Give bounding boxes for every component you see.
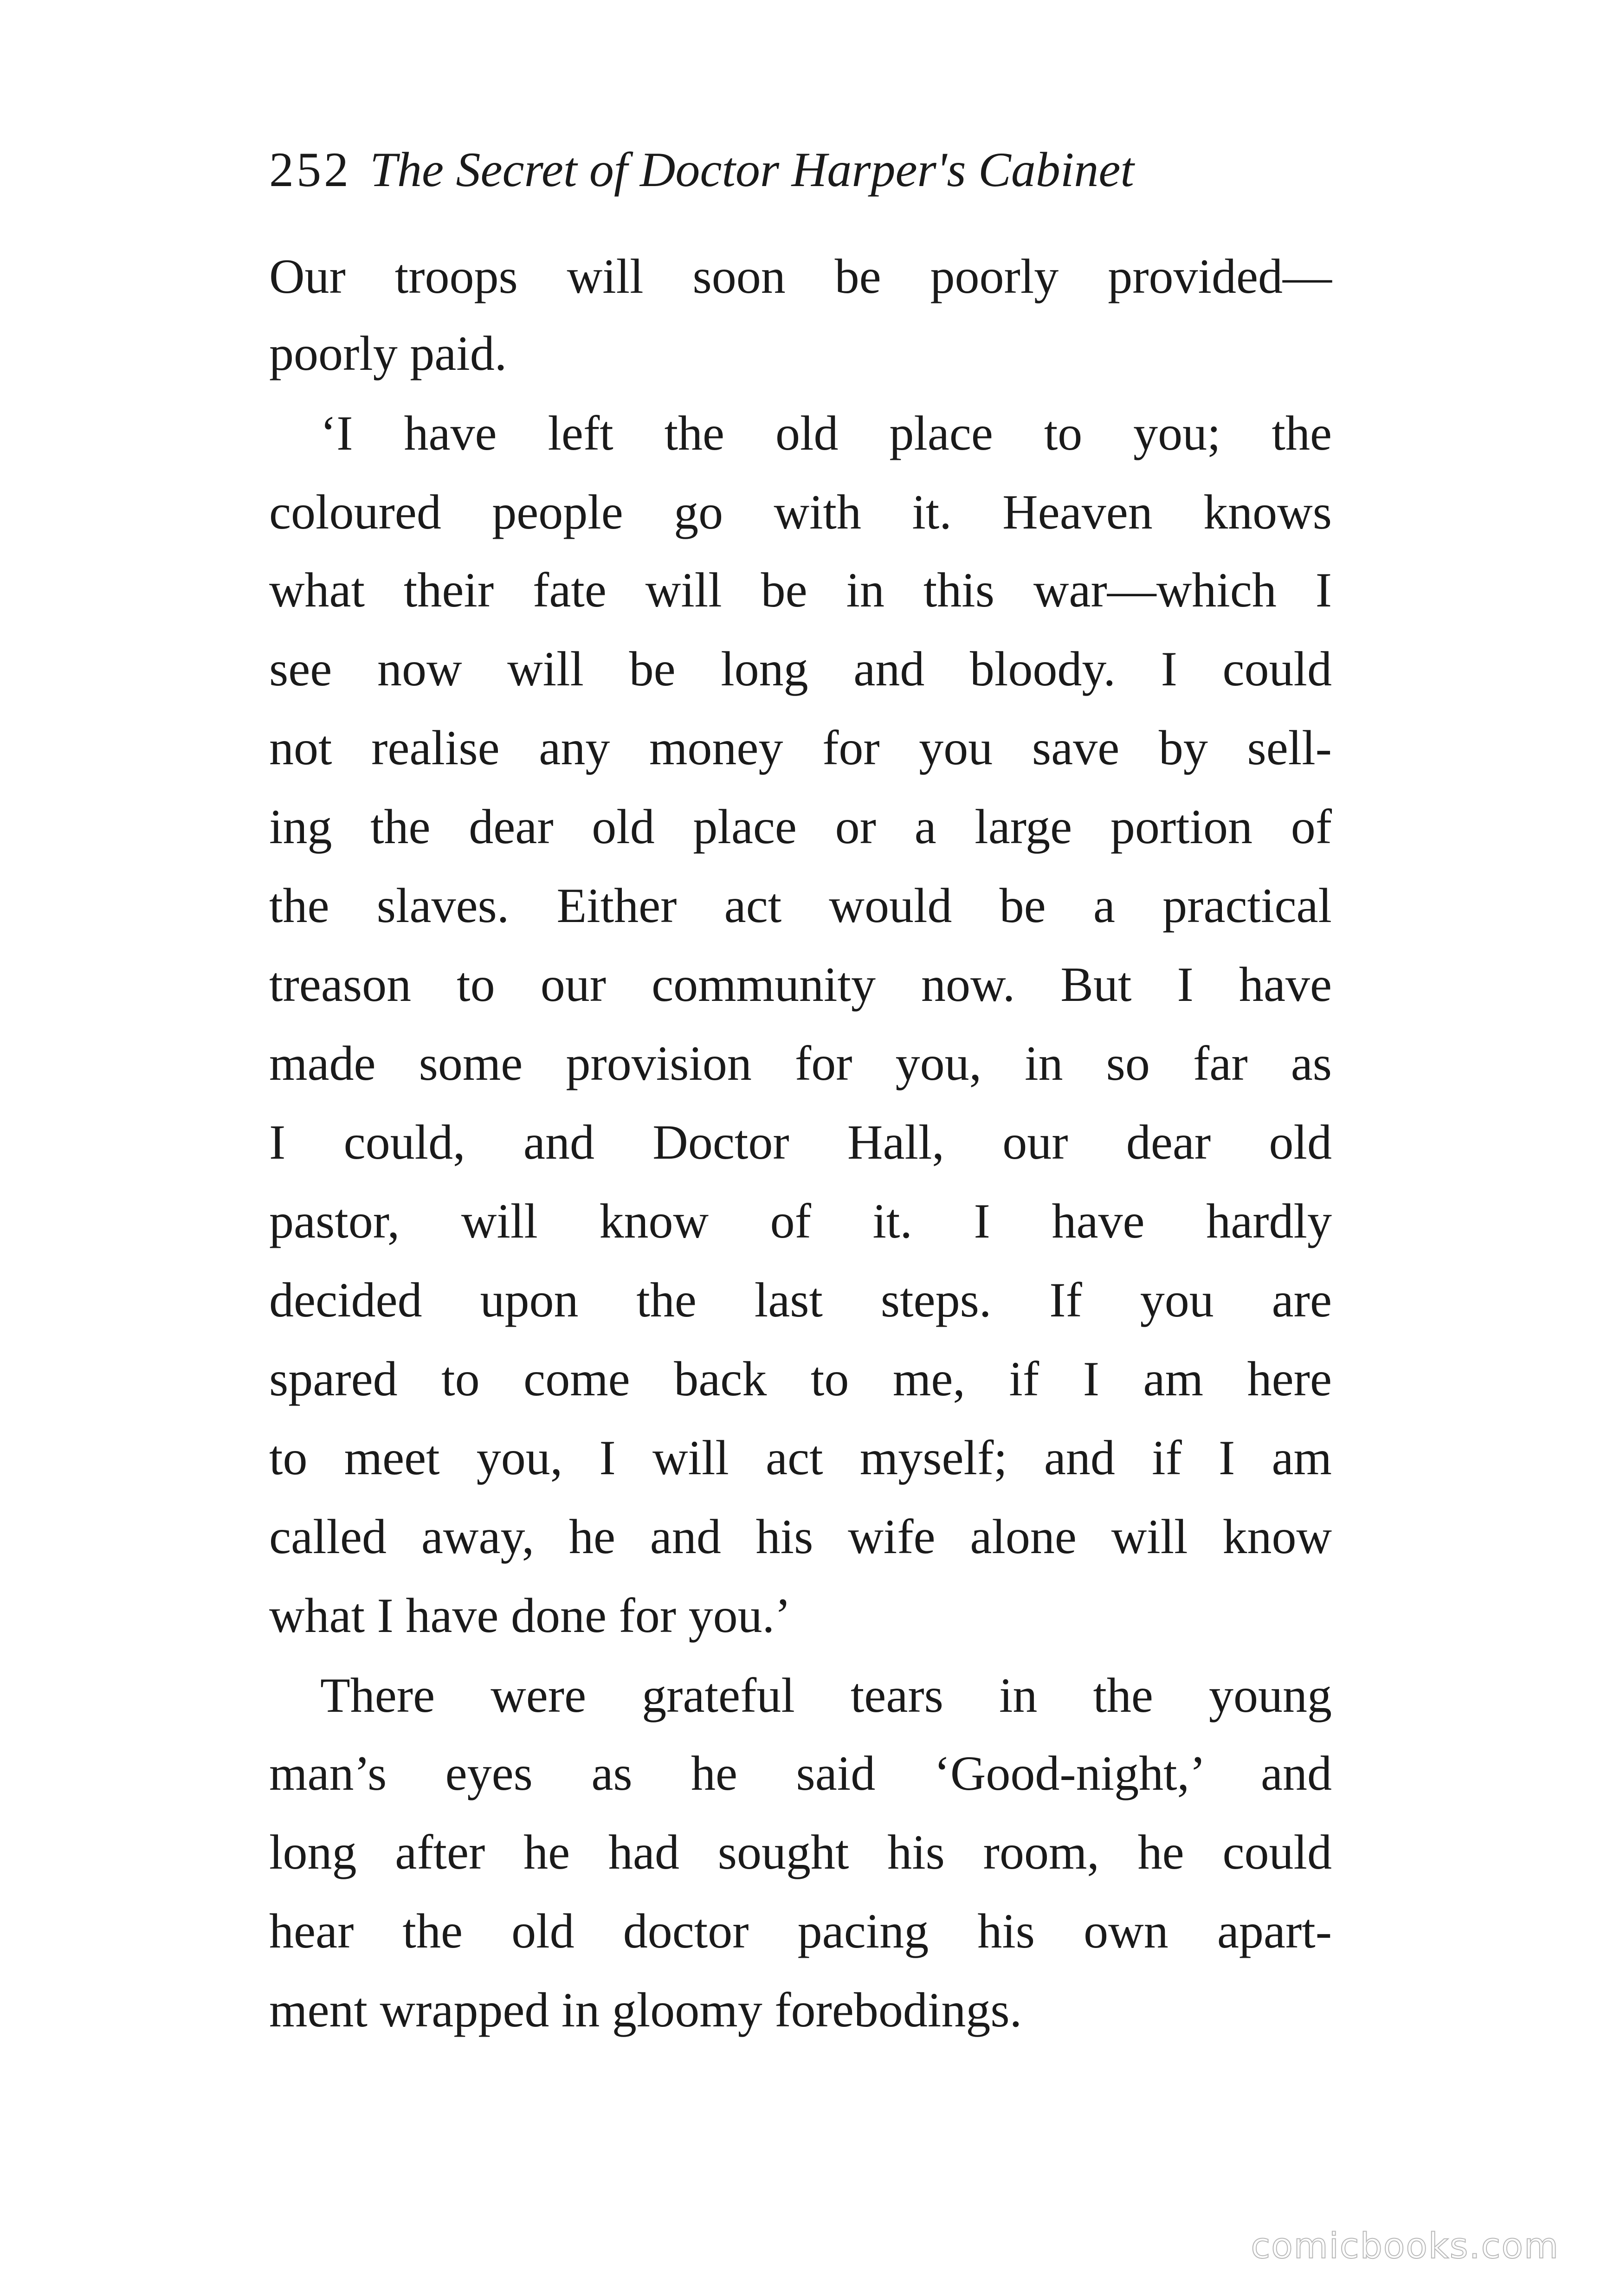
text-line: ‘I have left the old place to you; the xyxy=(320,406,1332,460)
text-line: the slaves. Either act would be a practical xyxy=(269,878,1332,933)
text-line: coloured people go with it. Heaven knows xyxy=(269,485,1332,539)
text-line: ment wrapped in gloomy forebodings. xyxy=(269,1983,1022,2037)
watermark: comicbooks.com xyxy=(1251,2225,1559,2266)
text-line: made some provision for you, in so far as xyxy=(269,1036,1332,1090)
text-line: There were grateful tears in the young xyxy=(320,1668,1332,1722)
text-line: treason to our community now. But I have xyxy=(269,957,1332,1012)
text-line: to meet you, I will act myself; and if I am xyxy=(269,1431,1332,1485)
text-line: Our troops will soon be poorly provided— xyxy=(269,249,1332,303)
text-line: man’s eyes as he said ‘Good-night,’ and xyxy=(269,1746,1332,1800)
text-line: hear the old doctor pacing his own apart- xyxy=(269,1904,1332,1958)
text-line: what their fate will be in this war—which I xyxy=(269,563,1332,617)
text-line: long after he had sought his room, he could xyxy=(269,1825,1332,1879)
text-line: spared to come back to me, if I am here xyxy=(269,1352,1332,1406)
text-line: what I have done for you.’ xyxy=(269,1588,791,1643)
text-line: ing the dear old place or a large portion of xyxy=(269,800,1332,854)
page-header xyxy=(269,137,1336,202)
text-line: I could, and Doctor Hall, our dear old xyxy=(269,1115,1332,1169)
text-line: pastor, will know of it. I have hardly xyxy=(269,1194,1332,1248)
text-line: see now will be long and bloody. I could xyxy=(269,642,1332,696)
running-title: The Secret of Doctor Harper's Cabinet xyxy=(370,142,1134,197)
text-line: poorly paid. xyxy=(269,326,507,381)
text-line: called away, he and his wife alone will know xyxy=(269,1509,1332,1564)
page-number: 252 xyxy=(269,142,351,197)
text-line: not realise any money for you save by sell- xyxy=(269,721,1332,775)
text-line: decided upon the last steps. If you are xyxy=(269,1273,1332,1327)
